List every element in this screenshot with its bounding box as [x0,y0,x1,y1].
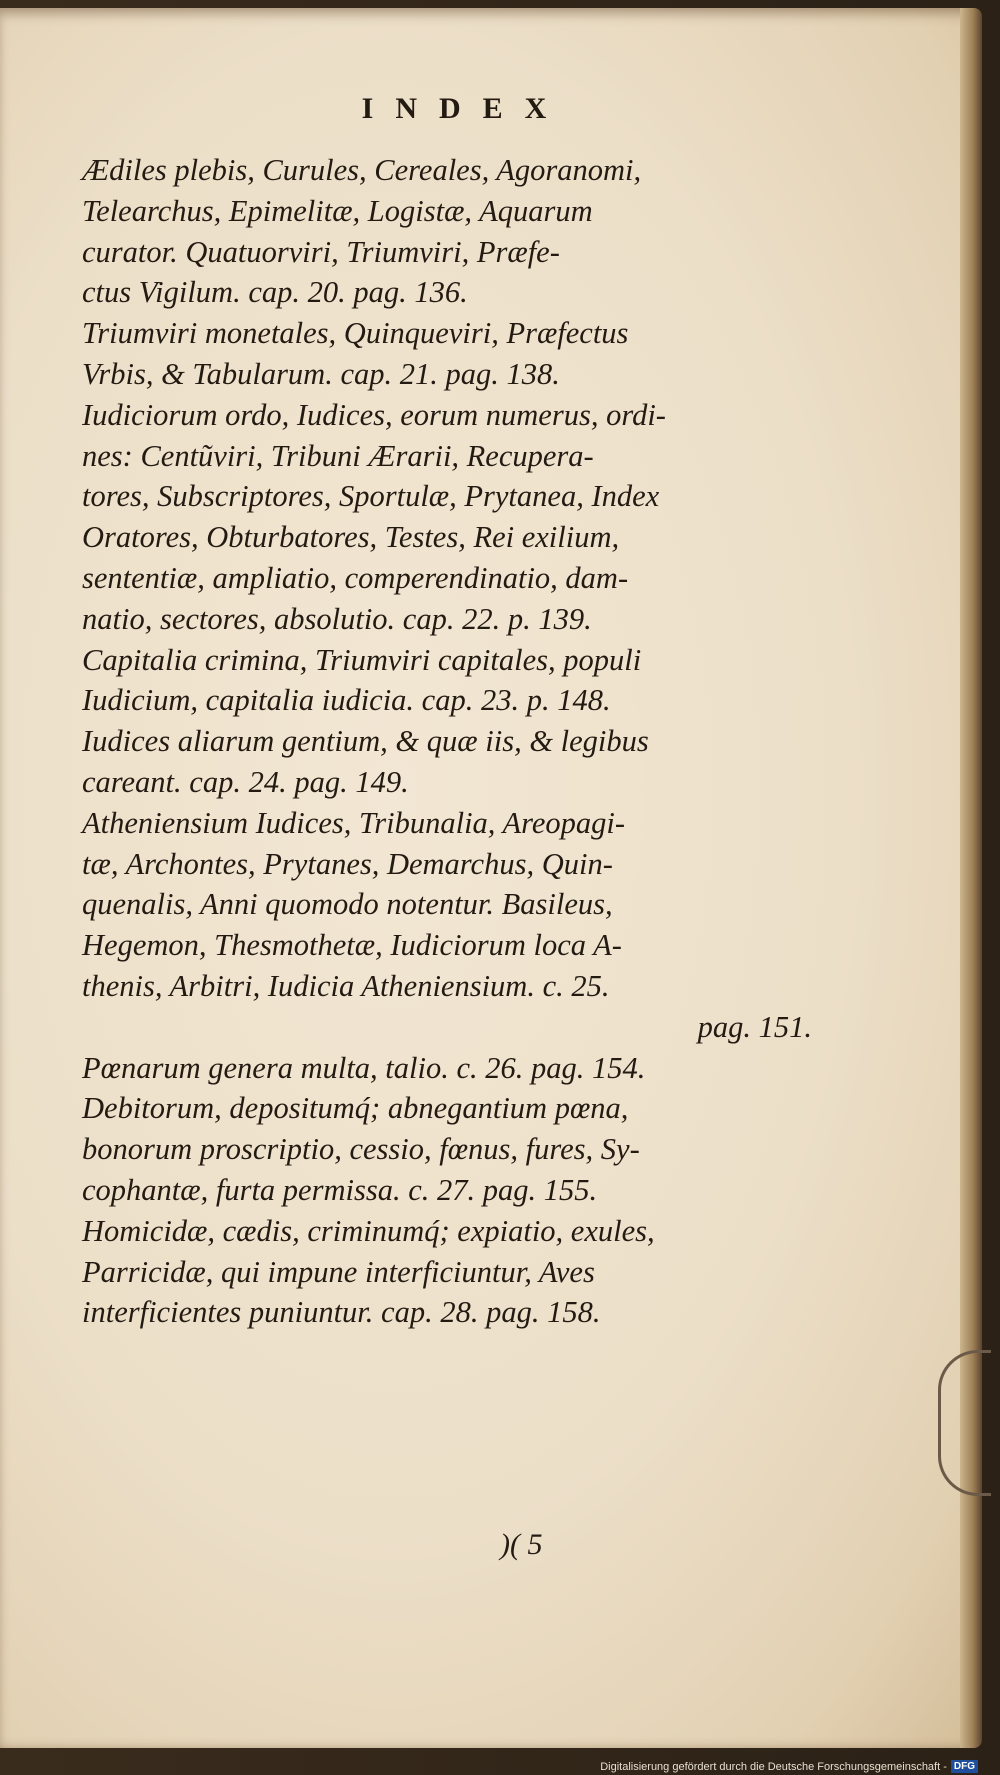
entry-line: sententiæ, ampliatio, comperendinatio, dam- [82,560,629,595]
entry-line: cophantæ, furta permissa. c. 27. pag. 155. [82,1172,598,1207]
entry-line: Iudices aliarum gentium, & quæ iis, & legibus [82,724,649,759]
entry-line: Debitorum, depositumq́; abnegantium pœna, [82,1091,629,1126]
entry-line: bonorum proscriptio, cessio, fœnus, fures, Sy- [82,1132,640,1167]
entry-line: Hegemon, Thesmothetæ, Iudiciorum loca A- [82,928,622,963]
entry-line: Parricidæ, qui impune interficiuntur, Aves [82,1254,595,1289]
entry-line: Oratores, Obturbatores, Testes, Rei exilium, [82,520,620,555]
entry-line: Iudicium, capitalia iudicia. cap. 23. p. 148. [82,683,611,718]
index-entry [82,803,862,1048]
entry-line: Vrbis, & Tabularum. cap. 21. pag. 138. [82,356,560,391]
footer-text: Digitalisierung gefördert durch die Deutsche Forschungsgemeinschaft - [600,1760,947,1773]
entry-line: tæ, Archontes, Prytanes, Demarchus, Quin- [82,846,613,881]
entry-line: Triumviri monetales, Quinqueviri, Præfectus [82,316,629,351]
entry-page-ref: pag. 151. [697,1009,812,1044]
page-header: INDEX [361,92,569,125]
index-entry [82,313,862,395]
entry-line: Ædiles plebis, Curules, Cereales, Agoranomi, [82,153,642,187]
index-entry [82,150,862,313]
index-entry [82,395,862,640]
entry-line: natio, sectores, absolutio. cap. 22. p. 139. [82,601,592,636]
index-entry [82,640,862,722]
entry-line: ctus Vigilum. cap. 20. pag. 136. [82,275,468,310]
entry-line: Pœnarum genera multa, talio. c. 26. pag. 154. [82,1050,646,1085]
entry-line: interficientes puniuntur. cap. 28. pag. 158. [82,1295,601,1330]
entry-line: Homicidæ, cædis, criminumq́; expiatio, exules, [82,1213,655,1248]
entry-line: quenalis, Anni quomodo notentur. Basileus, [82,887,613,922]
entry-line: curator. Quatuorviri, Triumviri, Præfe- [82,234,560,269]
entry-line: tores, Subscriptores, Sportulæ, Prytanea, Index [82,479,660,514]
entry-line: Iudiciorum ordo, Iudices, eorum numerus, ordi- [82,397,666,432]
entry-line: nes: Centũviri, Tribuni Ærarii, Recupera- [82,438,594,473]
entry-line: Telearchus, Epimelitæ, Logistæ, Aquarum [82,193,593,228]
index-entry [82,1211,862,1333]
dfg-logo: DFG [951,1760,978,1773]
digitization-footer [600,1760,978,1773]
entry-line: Atheniensium Iudices, Tribunalia, Areopagi- [82,805,626,840]
entry-line: careant. cap. 24. pag. 149. [82,764,409,799]
entry-line: thenis, Arbitri, Iudicia Atheniensium. c. 25. [82,968,610,1003]
index-entry [82,1088,862,1210]
page-clip [938,1350,991,1496]
entry-line: Capitalia crimina, Triumviri capitales, populi [82,642,642,677]
index-entries [82,150,862,1333]
index-entry [82,721,862,803]
index-entry [82,1048,862,1089]
signature-mark: )( 5 [500,1528,543,1561]
